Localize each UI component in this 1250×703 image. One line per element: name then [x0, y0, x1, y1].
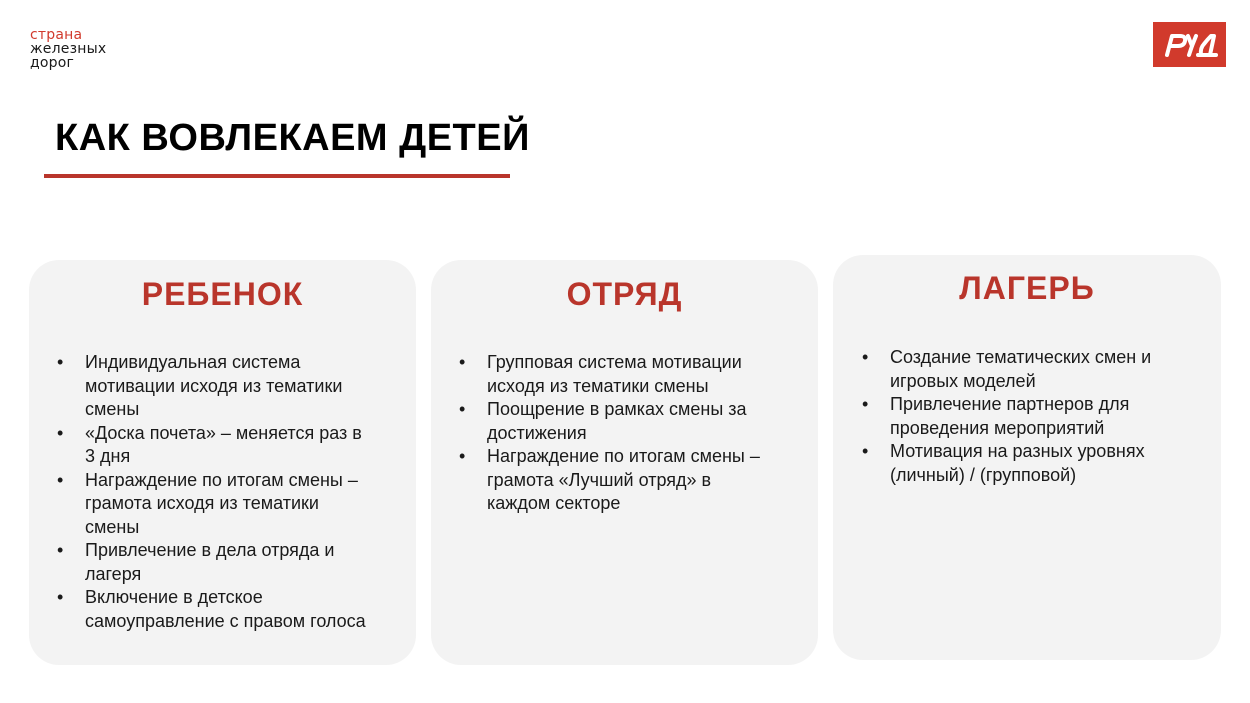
- card-title-squad: ОТРЯД: [566, 276, 683, 312]
- list-item-text: Привлечение в дела отряда и лагеря: [85, 540, 335, 584]
- list-item-text: Индивидуальная система мотивации исходя из тематики смены: [85, 352, 343, 419]
- card-list-child: [57, 351, 407, 633]
- brand-line-1: страна: [30, 27, 83, 43]
- list-item-text: Включение в детское самоуправление с правом голоса: [85, 587, 366, 631]
- list-item: [57, 539, 407, 586]
- page-title: КАК ВОВЛЕКАЕМ ДЕТЕЙ: [55, 117, 530, 159]
- list-item: [862, 346, 1212, 393]
- bullet: •: [57, 422, 64, 443]
- list-item: [459, 351, 809, 398]
- bullet: •: [862, 347, 869, 367]
- list-item-text: Награждение по итогам смены – грамота исходя из тематики смены: [85, 469, 358, 537]
- brand-line-2: железных: [30, 41, 107, 57]
- card-title-child: РЕБЕНОК: [141, 276, 304, 312]
- bullet: •: [57, 540, 64, 560]
- card-list-squad: [459, 351, 809, 516]
- brand-line-3: дорог: [30, 55, 75, 71]
- list-item: [862, 393, 1212, 440]
- list-item-text: Мотивация на разных уровнях (личный) / (групповой): [890, 441, 1145, 485]
- bullet: •: [57, 469, 64, 490]
- list-item: [862, 440, 1212, 487]
- bullet: •: [862, 394, 869, 414]
- list-item: [459, 398, 809, 445]
- bullet: •: [459, 446, 466, 466]
- list-item-text: «Доска почета» – меняется раз в 3 дня: [85, 422, 362, 466]
- list-item: [57, 422, 407, 469]
- list-item: [459, 445, 809, 516]
- list-item: [57, 469, 407, 540]
- bullet: •: [57, 352, 64, 372]
- list-item: [57, 586, 407, 633]
- bullet: •: [459, 352, 466, 372]
- list-item-text: Групповая система мотивации исходя из тематики смены: [487, 352, 742, 396]
- list-item-text: Поощрение в рамках смены за достижения: [487, 399, 747, 443]
- title-underline: [44, 174, 510, 178]
- list-item: [57, 351, 407, 422]
- rzd-logo-icon: [1153, 22, 1226, 67]
- list-item-text: Создание тематических смен и игровых моделей: [890, 347, 1152, 391]
- bullet: •: [459, 399, 466, 419]
- bullet: •: [57, 587, 64, 607]
- bullet: •: [862, 441, 869, 461]
- card-title-camp: ЛАГЕРЬ: [959, 270, 1095, 306]
- list-item-text: Привлечение партнеров для проведения мероприятий: [890, 394, 1130, 438]
- brand-wordmark: [30, 28, 106, 70]
- list-item-text: Награждение по итогам смены – грамота «Лучший отряд» в каждом секторе: [487, 446, 760, 513]
- card-list-camp: [862, 346, 1212, 487]
